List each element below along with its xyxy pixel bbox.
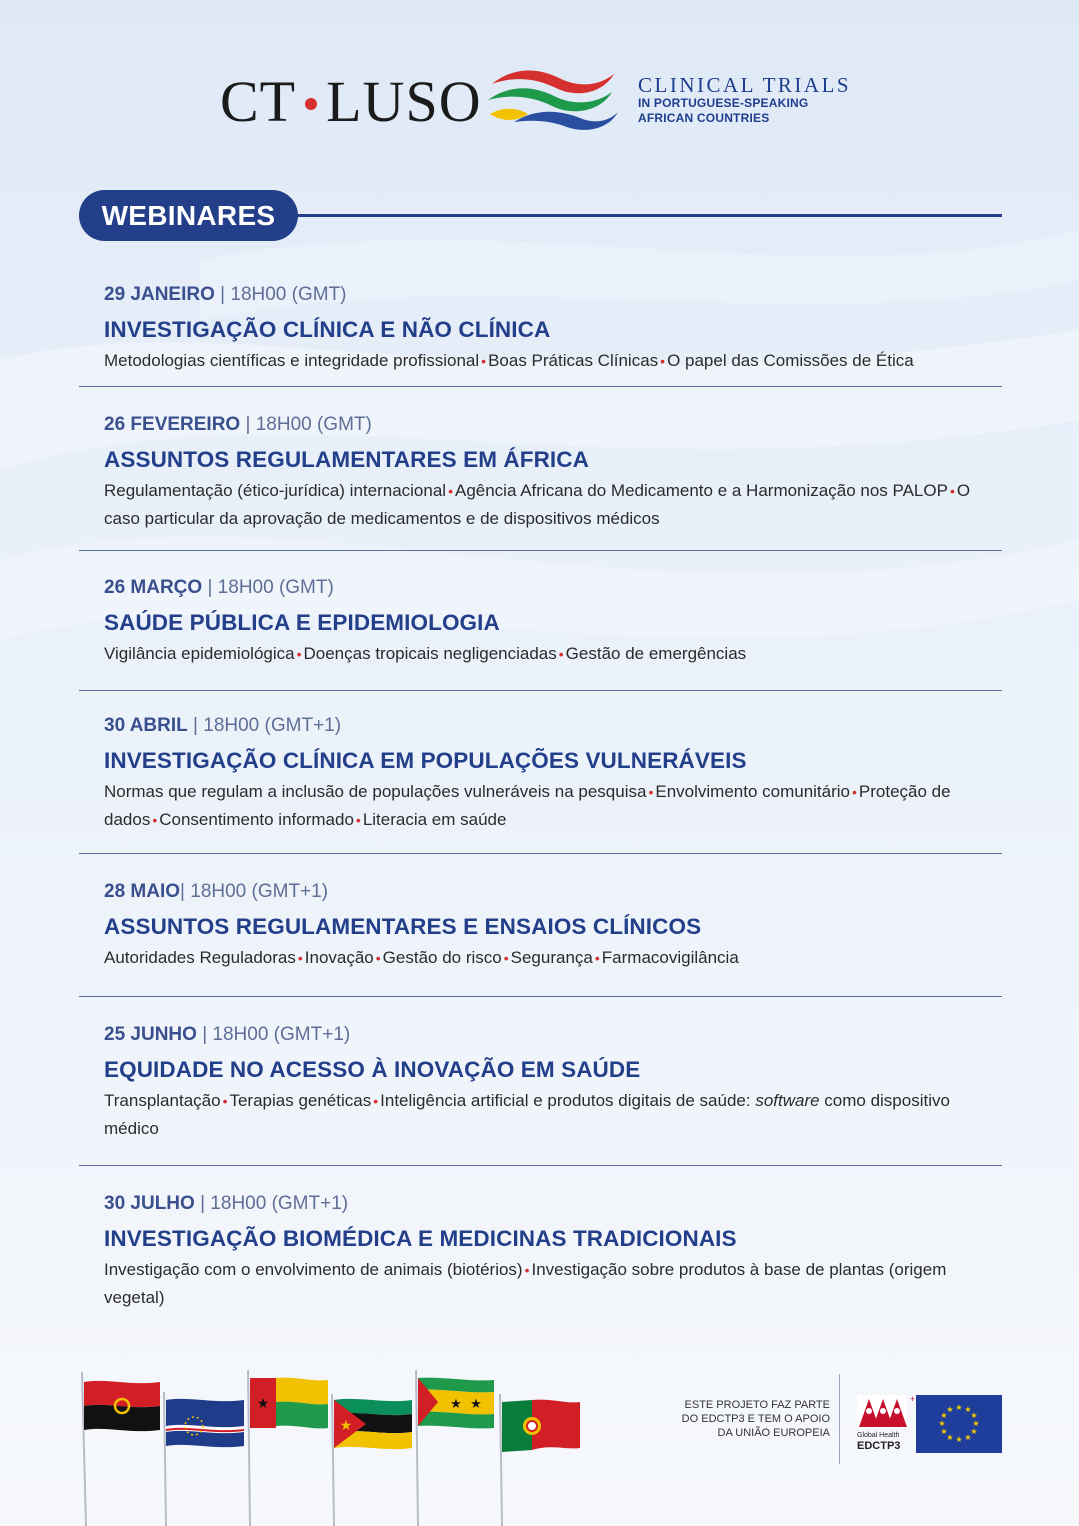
webinar-entry xyxy=(104,283,999,375)
webinar-date-line xyxy=(104,283,999,307)
bullet-separator: • xyxy=(297,950,303,966)
credits-line: DA UNIÃO EUROPEIA xyxy=(717,1427,830,1439)
credits-line: DO EDCTP3 E TEM O APOIO xyxy=(681,1413,830,1425)
webinar-title: ASSUNTOS REGULAMENTARES EM ÁFRICA xyxy=(104,447,589,472)
svg-text:★: ★ xyxy=(940,1427,948,1436)
angola-flag xyxy=(82,1372,160,1526)
topic: Autoridades Reguladoras xyxy=(104,948,296,967)
svg-text:★: ★ xyxy=(955,1435,963,1444)
entry-divider xyxy=(79,1165,1002,1166)
entry-divider xyxy=(79,853,1002,854)
topic: Doenças tropicais negligenciadas xyxy=(303,644,557,663)
webinar-time: | 18H00 (GMT+1) xyxy=(200,1193,349,1214)
webinar-topics xyxy=(104,944,999,972)
svg-text:★: ★ xyxy=(946,1405,954,1414)
logo-tagline xyxy=(638,74,851,126)
svg-text:★: ★ xyxy=(938,1419,946,1428)
bullet-separator: • xyxy=(594,950,600,966)
topic: Boas Práticas Clínicas xyxy=(488,351,659,370)
webinar-entry xyxy=(104,576,999,668)
webinar-date-line xyxy=(104,880,999,904)
edctp-logo-text xyxy=(857,1431,900,1452)
sao-tome-flag xyxy=(416,1370,494,1526)
bullet-separator: • xyxy=(503,950,509,966)
logo-tagline-line2: IN PORTUGUESE-SPEAKING xyxy=(638,96,809,110)
webinar-title: INVESTIGAÇÃO CLÍNICA E NÃO CLÍNICA xyxy=(104,317,551,342)
webinar-time: | 18H00 (GMT) xyxy=(207,577,334,598)
svg-text:★: ★ xyxy=(946,1433,954,1442)
bullet-separator: • xyxy=(375,950,381,966)
topic: Normas que regulam a inclusão de populações vulneráveis na pesquisa xyxy=(104,782,647,801)
logo-red-dot xyxy=(305,98,317,110)
webinar-entry xyxy=(104,1023,999,1142)
topic: Gestão de emergências xyxy=(565,644,747,663)
webinar-title: SAÚDE PÚBLICA E EPIDEMIOLOGIA xyxy=(104,610,500,635)
bullet-separator: • xyxy=(222,1093,228,1109)
logo-tagline-line3: AFRICAN COUNTRIES xyxy=(638,111,770,125)
webinar-topics xyxy=(104,477,999,532)
svg-text:★: ★ xyxy=(964,1405,972,1414)
webinar-time: | 18H00 (GMT) xyxy=(245,414,372,435)
edctp-subtitle: Global Health xyxy=(857,1432,900,1439)
entry-divider xyxy=(79,386,1002,387)
bullet-separator: • xyxy=(660,353,666,369)
webinar-time: | 18H00 (GMT+1) xyxy=(180,881,329,902)
topic: Literacia em saúde xyxy=(362,810,507,829)
webinar-date-line xyxy=(104,1023,999,1047)
webinar-date-line xyxy=(104,413,999,437)
topic: Transplantação xyxy=(104,1091,221,1110)
topic: Gestão do risco xyxy=(382,948,502,967)
entry-divider xyxy=(79,996,1002,997)
topic: Regulamentação (ético-jurídica) internacional xyxy=(104,481,447,500)
webinar-entry xyxy=(104,714,999,834)
webinar-date-line xyxy=(104,576,999,600)
topic: Consentimento informado xyxy=(159,810,354,829)
webinar-entry xyxy=(104,880,999,972)
bullet-separator: • xyxy=(558,646,564,662)
webinar-title: ASSUNTOS REGULAMENTARES E ENSAIOS CLÍNICOS xyxy=(104,914,702,939)
svg-text:+: + xyxy=(910,1394,916,1404)
logo-ct-text: CT xyxy=(220,69,297,134)
footer-separator xyxy=(839,1374,840,1464)
topic: Segurança xyxy=(510,948,593,967)
ct-luso-logo xyxy=(0,62,1079,142)
cape-verde-flag xyxy=(164,1392,244,1526)
webinar-title: INVESTIGAÇÃO CLÍNICA EM POPULAÇÕES VULNERÁVEIS xyxy=(104,748,747,773)
bullet-separator: • xyxy=(296,646,302,662)
svg-text:★: ★ xyxy=(970,1427,978,1436)
topic: Metodologias científicas e integridade profissional xyxy=(104,351,480,370)
bullet-separator: • xyxy=(648,784,654,800)
webinar-time: | 18H00 (GMT) xyxy=(220,284,347,305)
topic: Proteção de dados xyxy=(104,782,951,829)
topic: Agência Africana do Medicamento e a Harmonização nos PALOP xyxy=(454,481,948,500)
svg-text:★: ★ xyxy=(964,1433,972,1442)
webinar-date: 25 JUNHO xyxy=(104,1024,197,1045)
svg-text:★: ★ xyxy=(940,1411,948,1420)
topic: Farmacovigilância xyxy=(601,948,739,967)
bullet-separator: • xyxy=(152,812,158,828)
topic: Inovação xyxy=(304,948,374,967)
bullet-separator: • xyxy=(355,812,361,828)
country-flags xyxy=(76,1366,596,1526)
svg-text:★: ★ xyxy=(470,1396,482,1411)
section-heading-pill: WEBINARES xyxy=(79,190,298,241)
logo-waves-icon xyxy=(484,64,620,132)
svg-text:★: ★ xyxy=(339,1417,353,1433)
logo-wordmark xyxy=(220,68,482,135)
topic: Inteligência artificial e produtos digitais de saúde: xyxy=(380,1091,756,1110)
webinar-date-line xyxy=(104,714,999,738)
webinar-title: INVESTIGAÇÃO BIOMÉDICA E MEDICINAS TRADICIONAIS xyxy=(104,1226,737,1251)
webinar-time: | 18H00 (GMT+1) xyxy=(202,1024,351,1045)
topic: Investigação com o envolvimento de animais (biotérios) xyxy=(104,1260,523,1279)
webinar-topics xyxy=(104,347,999,375)
edctp-name: EDCTP3 xyxy=(857,1440,901,1452)
webinar-topics xyxy=(104,1256,999,1311)
topic: Envolvimento comunitário xyxy=(655,782,851,801)
logo-luso-text: LUSO xyxy=(326,69,482,134)
credits-line: ESTE PROJETO FAZ PARTE xyxy=(684,1399,830,1411)
topic: Vigilância epidemiológica xyxy=(104,644,295,663)
svg-text:★: ★ xyxy=(450,1396,462,1411)
webinar-topics xyxy=(104,640,999,668)
webinar-date: 26 MARÇO xyxy=(104,577,203,598)
portugal-flag xyxy=(500,1394,580,1526)
webinar-date: 28 MAIO xyxy=(104,881,181,902)
bullet-separator: • xyxy=(524,1262,530,1278)
webinar-date: 30 JULHO xyxy=(104,1193,195,1214)
topic: como dispositivo médico xyxy=(104,1091,950,1138)
webinar-date-line xyxy=(104,1192,999,1216)
bullet-separator: • xyxy=(448,483,453,499)
bullet-separator: • xyxy=(373,1093,379,1109)
webinar-date: 30 ABRIL xyxy=(104,715,188,736)
webinar-topics xyxy=(104,778,999,834)
eu-flag-icon xyxy=(916,1395,1002,1453)
section-heading-rule xyxy=(290,214,1002,217)
entry-divider xyxy=(79,550,1002,551)
topic: Terapias genéticas xyxy=(229,1091,372,1110)
logo-tagline-line1: CLINICAL TRIALS xyxy=(638,73,852,97)
webinar-date: 26 FEVEREIRO xyxy=(104,414,241,435)
svg-text:★: ★ xyxy=(256,1395,270,1411)
topic-italic: software xyxy=(755,1091,820,1110)
svg-text:★: ★ xyxy=(955,1403,963,1412)
svg-text:★: ★ xyxy=(970,1411,978,1420)
webinar-title: EQUIDADE NO ACESSO À INOVAÇÃO EM SAÚDE xyxy=(104,1057,641,1082)
bullet-separator: • xyxy=(852,784,857,800)
funding-credits xyxy=(640,1398,830,1440)
guinea-bissau-flag xyxy=(248,1370,328,1526)
topic: Investigação sobre produtos à base de plantas (origem vegetal) xyxy=(104,1260,947,1307)
bullet-separator: • xyxy=(481,353,487,369)
bullet-separator: • xyxy=(949,483,955,499)
mozambique-flag xyxy=(332,1394,412,1526)
entry-divider xyxy=(79,690,1002,691)
webinar-time: | 18H00 (GMT+1) xyxy=(193,715,342,736)
topic: O caso particular da aprovação de medicamentos e de dispositivos médicos xyxy=(104,481,971,528)
topic: O papel das Comissões de Ética xyxy=(667,351,914,370)
webinar-entry xyxy=(104,413,999,532)
svg-text:★: ★ xyxy=(972,1419,980,1428)
webinar-topics xyxy=(104,1087,999,1142)
webinar-date: 29 JANEIRO xyxy=(104,284,215,305)
webinar-entry xyxy=(104,1192,999,1311)
